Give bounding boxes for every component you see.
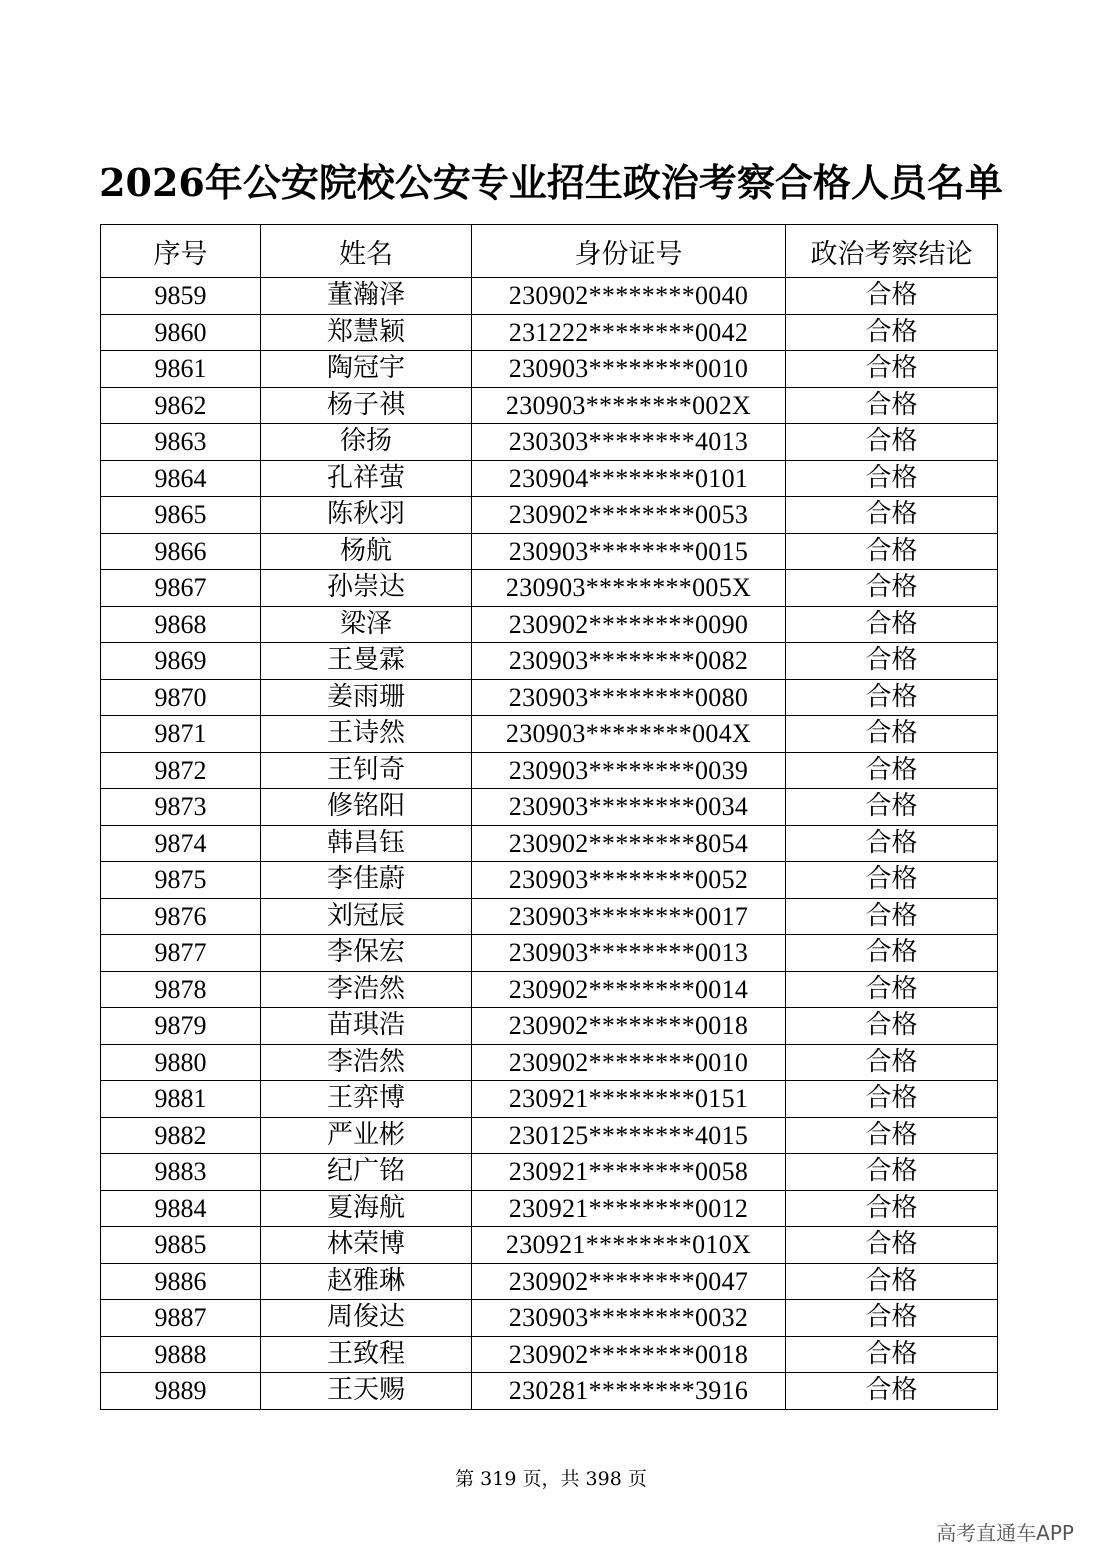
watermark-text: 高考直通车APP bbox=[936, 1521, 1074, 1545]
cell-id-number: 230903********004X bbox=[472, 716, 786, 753]
cell-conclusion: 合格 bbox=[786, 1008, 998, 1045]
page-footer: 第 319 页，共 398 页 bbox=[455, 1468, 647, 1490]
cell-name: 周俊达 bbox=[261, 1300, 472, 1337]
cell-seq: 9865 bbox=[101, 497, 261, 534]
table-row bbox=[101, 789, 998, 826]
cell-conclusion: 合格 bbox=[786, 1190, 998, 1227]
cell-conclusion: 合格 bbox=[786, 606, 998, 643]
cell-name: 李保宏 bbox=[261, 935, 472, 972]
cell-seq: 9880 bbox=[101, 1044, 261, 1081]
cell-conclusion: 合格 bbox=[786, 643, 998, 680]
cell-name: 苗琪浩 bbox=[261, 1008, 472, 1045]
cell-id-number: 230921********010X bbox=[472, 1227, 786, 1264]
cell-id-number: 230902********0047 bbox=[472, 1263, 786, 1300]
cell-name: 梁泽 bbox=[261, 606, 472, 643]
cell-seq: 9862 bbox=[101, 387, 261, 424]
table-row bbox=[101, 1008, 998, 1045]
cell-conclusion: 合格 bbox=[786, 1227, 998, 1264]
cell-seq: 9869 bbox=[101, 643, 261, 680]
cell-conclusion: 合格 bbox=[786, 679, 998, 716]
cell-seq: 9883 bbox=[101, 1154, 261, 1191]
cell-name: 王弈博 bbox=[261, 1081, 472, 1118]
cell-conclusion: 合格 bbox=[786, 825, 998, 862]
cell-id-number: 230903********0017 bbox=[472, 898, 786, 935]
header-seq: 序号 bbox=[101, 225, 261, 278]
cell-id-number: 230921********0058 bbox=[472, 1154, 786, 1191]
cell-conclusion: 合格 bbox=[786, 1117, 998, 1154]
cell-id-number: 230902********8054 bbox=[472, 825, 786, 862]
table-header-row bbox=[101, 225, 998, 278]
cell-conclusion: 合格 bbox=[786, 570, 998, 607]
cell-id-number: 230903********0034 bbox=[472, 789, 786, 826]
cell-seq: 9859 bbox=[101, 278, 261, 315]
table-row bbox=[101, 679, 998, 716]
cell-name: 李浩然 bbox=[261, 1044, 472, 1081]
table-row bbox=[101, 1044, 998, 1081]
cell-name: 郑慧颖 bbox=[261, 314, 472, 351]
page-title: 2026年公安院校公安专业招生政治考察合格人员名单 bbox=[99, 160, 1003, 205]
table-row bbox=[101, 570, 998, 607]
table-row bbox=[101, 424, 998, 461]
table-row bbox=[101, 643, 998, 680]
cell-name: 孙崇达 bbox=[261, 570, 472, 607]
table-row bbox=[101, 1300, 998, 1337]
cell-seq: 9875 bbox=[101, 862, 261, 899]
table-row bbox=[101, 1154, 998, 1191]
table-row bbox=[101, 716, 998, 753]
cell-id-number: 230902********0090 bbox=[472, 606, 786, 643]
cell-seq: 9889 bbox=[101, 1373, 261, 1410]
cell-id-number: 230902********0018 bbox=[472, 1008, 786, 1045]
cell-seq: 9870 bbox=[101, 679, 261, 716]
cell-name: 韩昌钰 bbox=[261, 825, 472, 862]
cell-seq: 9861 bbox=[101, 351, 261, 388]
cell-name: 李浩然 bbox=[261, 971, 472, 1008]
cell-id-number: 230903********0010 bbox=[472, 351, 786, 388]
cell-seq: 9871 bbox=[101, 716, 261, 753]
cell-seq: 9877 bbox=[101, 935, 261, 972]
cell-id-number: 230902********0040 bbox=[472, 278, 786, 315]
cell-conclusion: 合格 bbox=[786, 1336, 998, 1373]
cell-seq: 9881 bbox=[101, 1081, 261, 1118]
table-row bbox=[101, 1190, 998, 1227]
header-name: 姓名 bbox=[261, 225, 472, 278]
cell-name: 赵雅琳 bbox=[261, 1263, 472, 1300]
cell-conclusion: 合格 bbox=[786, 1373, 998, 1410]
cell-seq: 9887 bbox=[101, 1300, 261, 1337]
cell-seq: 9867 bbox=[101, 570, 261, 607]
cell-conclusion: 合格 bbox=[786, 351, 998, 388]
cell-name: 陈秋羽 bbox=[261, 497, 472, 534]
cell-conclusion: 合格 bbox=[786, 1300, 998, 1337]
cell-id-number: 230903********0052 bbox=[472, 862, 786, 899]
cell-name: 杨子祺 bbox=[261, 387, 472, 424]
cell-conclusion: 合格 bbox=[786, 1044, 998, 1081]
cell-conclusion: 合格 bbox=[786, 460, 998, 497]
header-conclusion: 政治考察结论 bbox=[786, 225, 998, 278]
cell-id-number: 230903********0080 bbox=[472, 679, 786, 716]
cell-conclusion: 合格 bbox=[786, 935, 998, 972]
header-id-number: 身份证号 bbox=[472, 225, 786, 278]
cell-conclusion: 合格 bbox=[786, 533, 998, 570]
cell-id-number: 230902********0053 bbox=[472, 497, 786, 534]
cell-name: 王钊奇 bbox=[261, 752, 472, 789]
table-row bbox=[101, 935, 998, 972]
cell-id-number: 230903********0013 bbox=[472, 935, 786, 972]
cell-name: 李佳蔚 bbox=[261, 862, 472, 899]
table-row bbox=[101, 1263, 998, 1300]
cell-name: 陶冠宇 bbox=[261, 351, 472, 388]
cell-seq: 9868 bbox=[101, 606, 261, 643]
cell-seq: 9872 bbox=[101, 752, 261, 789]
cell-conclusion: 合格 bbox=[786, 278, 998, 315]
table-row bbox=[101, 1081, 998, 1118]
cell-name: 孔祥萤 bbox=[261, 460, 472, 497]
cell-seq: 9866 bbox=[101, 533, 261, 570]
cell-id-number: 230902********0018 bbox=[472, 1336, 786, 1373]
table-row bbox=[101, 825, 998, 862]
cell-id-number: 230903********0032 bbox=[472, 1300, 786, 1337]
cell-name: 严业彬 bbox=[261, 1117, 472, 1154]
table-row bbox=[101, 862, 998, 899]
cell-conclusion: 合格 bbox=[786, 862, 998, 899]
cell-name: 林荣博 bbox=[261, 1227, 472, 1264]
table-row bbox=[101, 387, 998, 424]
table-row bbox=[101, 752, 998, 789]
cell-id-number: 230902********0010 bbox=[472, 1044, 786, 1081]
cell-conclusion: 合格 bbox=[786, 789, 998, 826]
cell-id-number: 230281********3916 bbox=[472, 1373, 786, 1410]
cell-conclusion: 合格 bbox=[786, 1263, 998, 1300]
cell-seq: 9863 bbox=[101, 424, 261, 461]
cell-conclusion: 合格 bbox=[786, 898, 998, 935]
cell-seq: 9874 bbox=[101, 825, 261, 862]
cell-name: 杨航 bbox=[261, 533, 472, 570]
cell-seq: 9884 bbox=[101, 1190, 261, 1227]
table-row bbox=[101, 1117, 998, 1154]
cell-seq: 9886 bbox=[101, 1263, 261, 1300]
cell-id-number: 230921********0151 bbox=[472, 1081, 786, 1118]
cell-name: 姜雨珊 bbox=[261, 679, 472, 716]
cell-name: 王曼霖 bbox=[261, 643, 472, 680]
table-row bbox=[101, 278, 998, 315]
cell-conclusion: 合格 bbox=[786, 716, 998, 753]
cell-name: 夏海航 bbox=[261, 1190, 472, 1227]
cell-id-number: 230904********0101 bbox=[472, 460, 786, 497]
cell-conclusion: 合格 bbox=[786, 1081, 998, 1118]
cell-id-number: 230125********4015 bbox=[472, 1117, 786, 1154]
cell-seq: 9864 bbox=[101, 460, 261, 497]
cell-conclusion: 合格 bbox=[786, 971, 998, 1008]
cell-conclusion: 合格 bbox=[786, 752, 998, 789]
roster-table bbox=[100, 224, 998, 1410]
table-row bbox=[101, 606, 998, 643]
table-row bbox=[101, 351, 998, 388]
cell-seq: 9888 bbox=[101, 1336, 261, 1373]
cell-name: 王天赐 bbox=[261, 1373, 472, 1410]
cell-id-number: 230903********002X bbox=[472, 387, 786, 424]
cell-id-number: 230903********0015 bbox=[472, 533, 786, 570]
cell-id-number: 231222********0042 bbox=[472, 314, 786, 351]
table-row bbox=[101, 314, 998, 351]
cell-id-number: 230902********0014 bbox=[472, 971, 786, 1008]
table-row bbox=[101, 898, 998, 935]
cell-id-number: 230903********0039 bbox=[472, 752, 786, 789]
cell-name: 纪广铭 bbox=[261, 1154, 472, 1191]
cell-conclusion: 合格 bbox=[786, 424, 998, 461]
cell-seq: 9879 bbox=[101, 1008, 261, 1045]
table-row bbox=[101, 971, 998, 1008]
table-row bbox=[101, 1373, 998, 1410]
table-row bbox=[101, 460, 998, 497]
cell-name: 刘冠辰 bbox=[261, 898, 472, 935]
cell-name: 董瀚泽 bbox=[261, 278, 472, 315]
cell-conclusion: 合格 bbox=[786, 1154, 998, 1191]
cell-id-number: 230903********0082 bbox=[472, 643, 786, 680]
cell-seq: 9878 bbox=[101, 971, 261, 1008]
table-body bbox=[101, 278, 998, 1410]
cell-conclusion: 合格 bbox=[786, 497, 998, 534]
cell-conclusion: 合格 bbox=[786, 314, 998, 351]
cell-seq: 9885 bbox=[101, 1227, 261, 1264]
table-row bbox=[101, 533, 998, 570]
cell-seq: 9873 bbox=[101, 789, 261, 826]
table-row bbox=[101, 497, 998, 534]
cell-name: 王诗然 bbox=[261, 716, 472, 753]
cell-seq: 9860 bbox=[101, 314, 261, 351]
cell-seq: 9882 bbox=[101, 1117, 261, 1154]
cell-id-number: 230903********005X bbox=[472, 570, 786, 607]
cell-id-number: 230921********0012 bbox=[472, 1190, 786, 1227]
cell-conclusion: 合格 bbox=[786, 387, 998, 424]
cell-name: 徐扬 bbox=[261, 424, 472, 461]
cell-id-number: 230303********4013 bbox=[472, 424, 786, 461]
cell-name: 修铭阳 bbox=[261, 789, 472, 826]
cell-name: 王致程 bbox=[261, 1336, 472, 1373]
table-row bbox=[101, 1227, 998, 1264]
cell-seq: 9876 bbox=[101, 898, 261, 935]
table-row bbox=[101, 1336, 998, 1373]
